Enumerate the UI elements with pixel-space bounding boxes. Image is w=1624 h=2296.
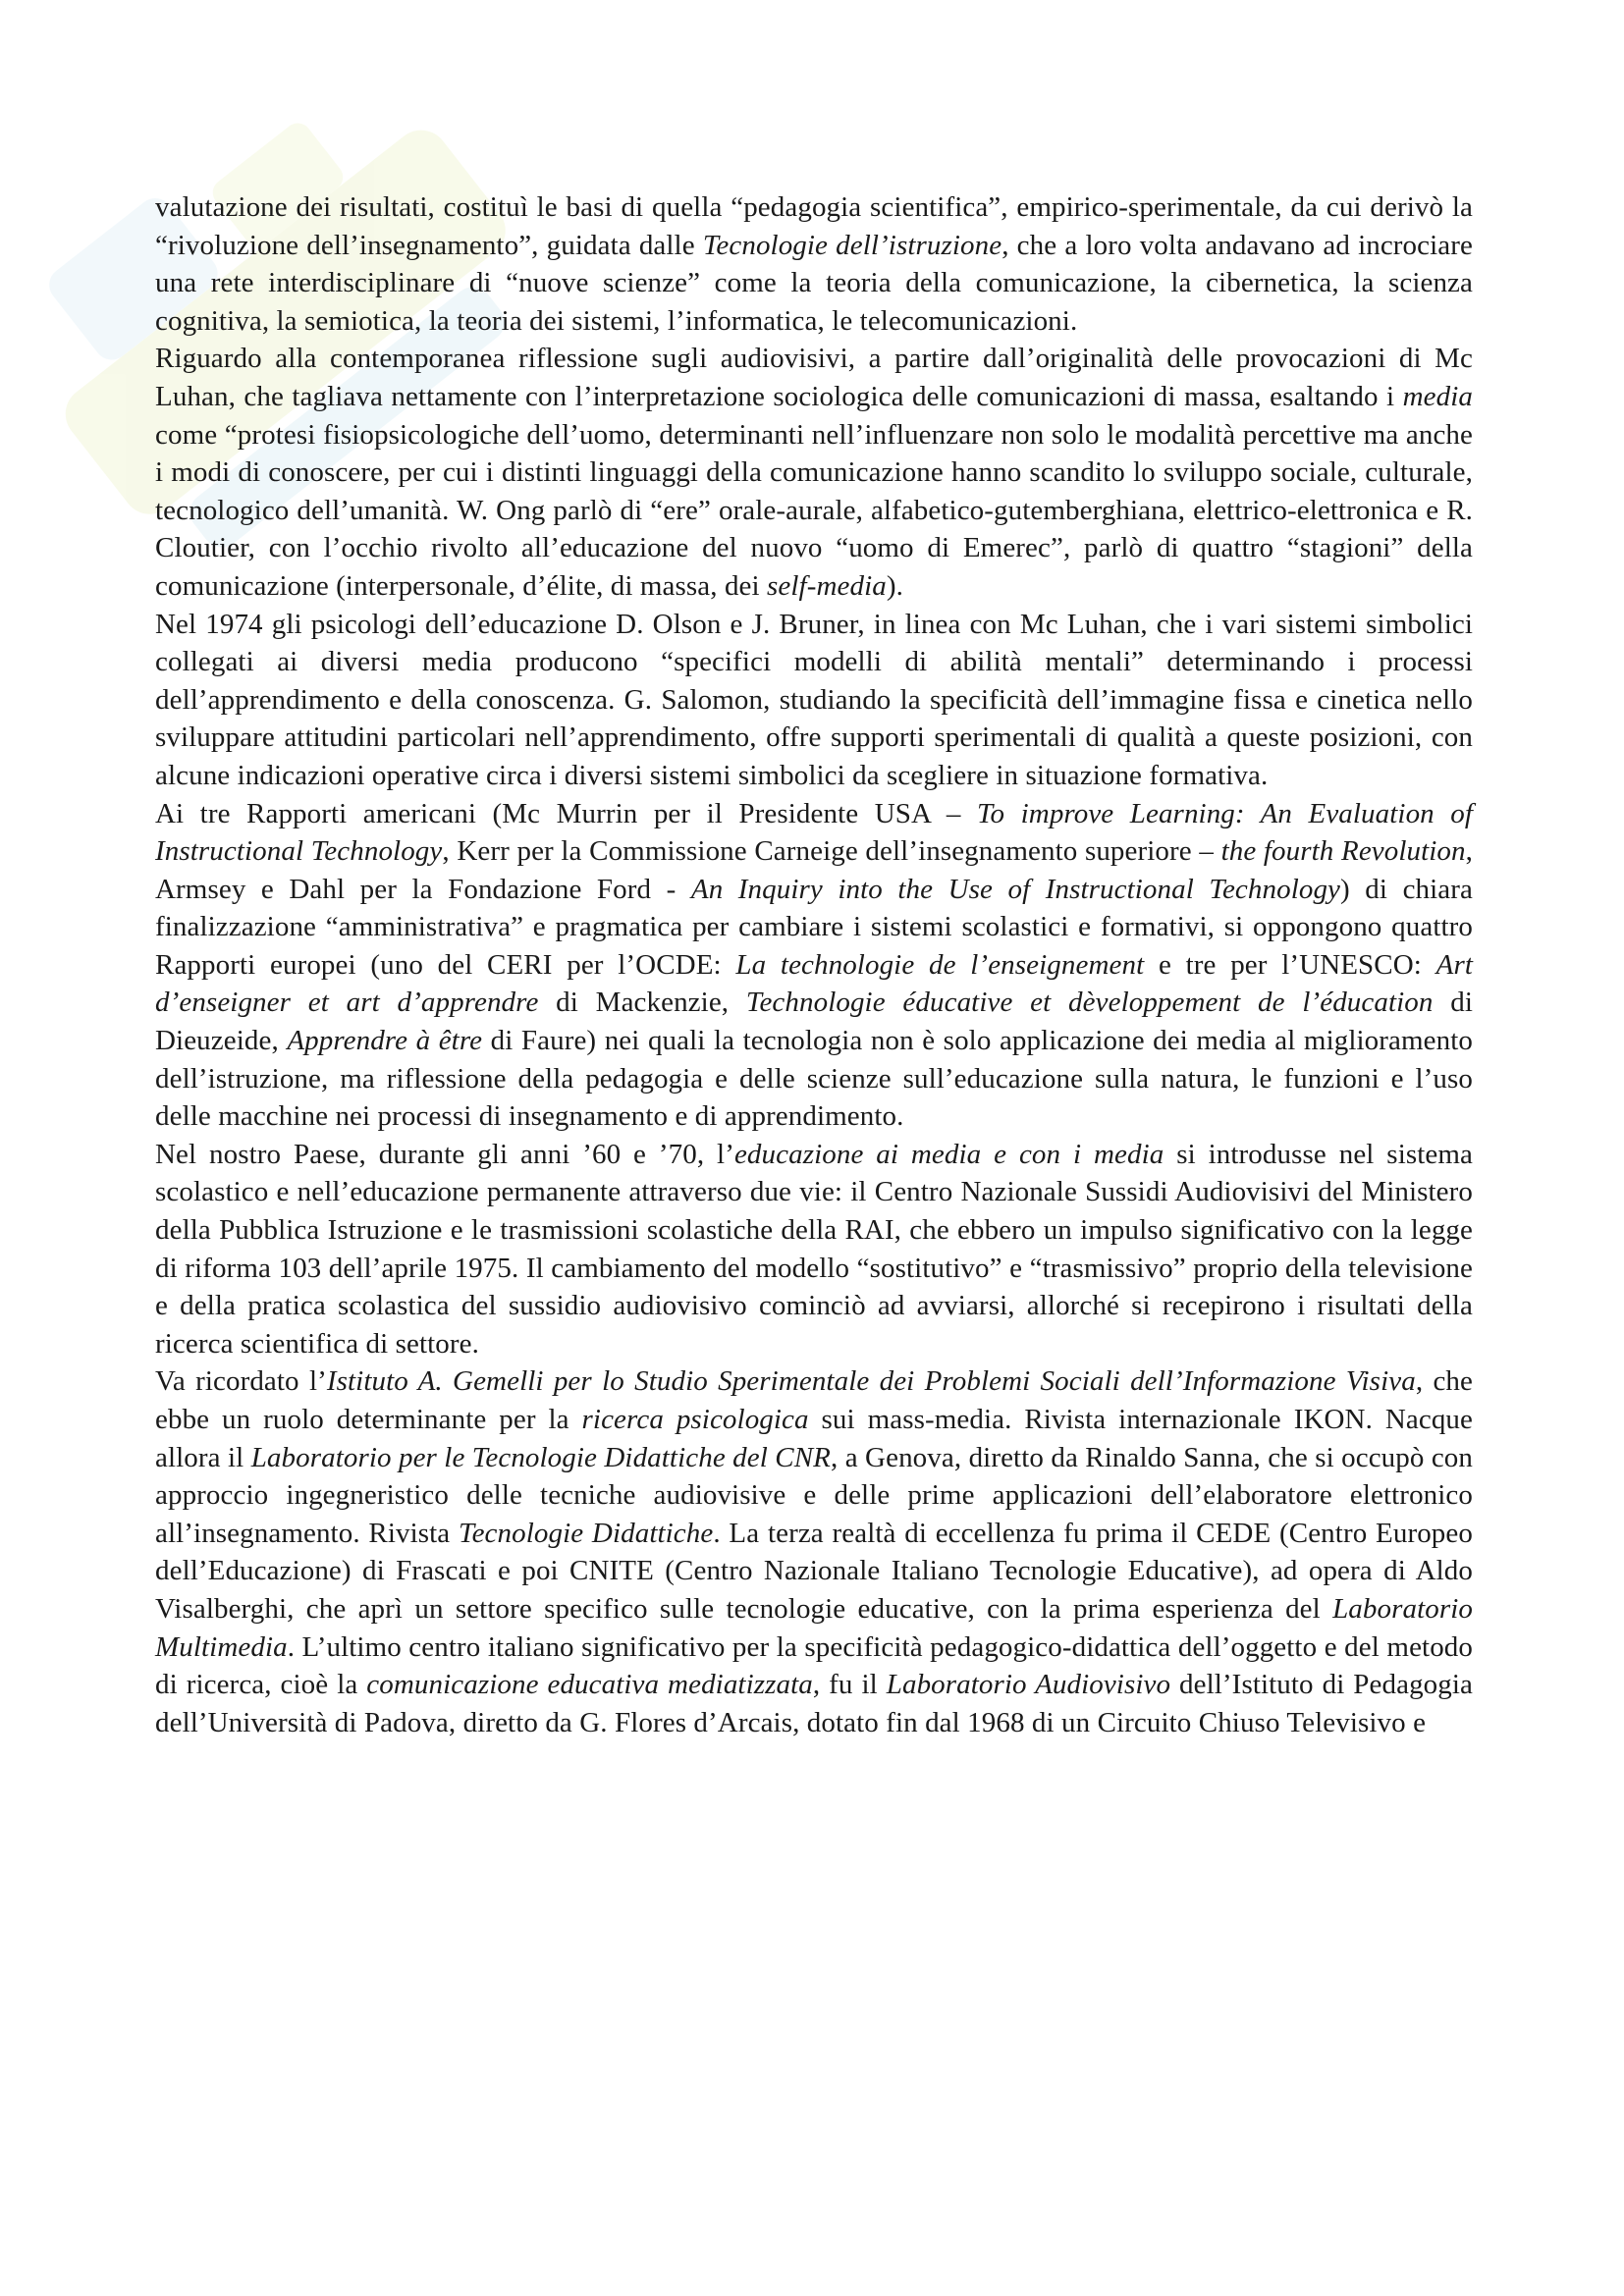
italic-text: Technologie éducative et dèveloppement de l’éducation <box>745 987 1434 1019</box>
text-run: dell’Istituto di Pedagogia dell’Università di Padova, diretto da G. Flores d’Arcais, dotato fin dal 1968 di un Circuito Chiuso Televisivo e <box>155 1669 1473 1738</box>
text-run: Nel nostro Paese, durante gli anni ’60 e ’70, l’ <box>155 1138 734 1170</box>
text-run: , che a loro volta andavano ad incrociare una rete interdisciplinare di “nuove scienze” come la teoria della comunicazione, la cibernetica, la scienza cognitiva, la semiotica, la teoria dei sistemi, l’informatica, le telecomunicazioni. <box>155 229 1473 337</box>
italic-text: An Inquiry into the Use of Instructional Technology <box>690 873 1341 905</box>
text-run: Ai tre Rapporti americani (Mc Murrin per il Presidente USA – <box>155 797 977 829</box>
text-run: ). <box>886 569 903 602</box>
paragraph <box>155 1136 1473 1363</box>
italic-text: comunicazione educativa mediatizzata <box>366 1669 813 1701</box>
italic-text: Tecnologie dell’istruzione <box>702 229 1002 261</box>
italic-text: media <box>1402 380 1473 412</box>
text-run: Nel 1974 gli psicologi dell’educazione D. Olson e J. Bruner, in linea con Mc Luhan, che i vari sistemi simbolici collegati ai diversi media producono “specifici modelli di abilità mentali” determinando i processi dell’apprendimento e della conoscenza. G. Salomon, studiando la specificità dell’immagine fissa e cinetica nello sviluppare attitudini particolari nell’apprendimento, offre supporti sperimentali di qualità a queste posizioni, con alcune indicazioni operative circa i diversi sistemi simbolici da scegliere in situazione formativa. <box>155 608 1473 791</box>
text-run: di Dieuzeide, <box>155 987 1474 1057</box>
text-run: come “protesi fisiopsicologiche dell’uomo, determinanti nell’influenzare non solo le modalità percettive ma anche i modi di conoscere, per cui i distinti linguaggi della comunicazione hanno scandito lo sviluppo sociale, culturale, tecnologico dell’umanità. W. Ong parlò di “ere” orale-aurale, alfabetico-gutemberghiana, elettrico-elettronica e R. Cloutier, con l’occhio rivolto all’educazione del nuovo “uomo di Emerec”, parlò di quattro “stagioni” della comunicazione (interpersonale, d’élite, di massa, dei <box>155 418 1473 602</box>
italic-text: educazione ai media e con i media <box>733 1138 1164 1170</box>
text-run: di Mackenzie, <box>538 987 746 1019</box>
text-run: , a Genova, diretto da Rinaldo Sanna, che si occupò con approccio ingegneristico delle tecniche audiovisive e delle prime applicazioni dell’elaboratore elettronico all’insegnamento. Rivista <box>155 1441 1474 1549</box>
text-run: , che ebbe un ruolo determinante per la <box>155 1365 1473 1435</box>
italic-text: Laboratorio Multimedia <box>155 1592 1473 1663</box>
italic-text: Laboratorio Audiovisivo <box>886 1669 1171 1701</box>
text-run: Riguardo alla contemporanea riflessione sugli audiovisivi, a partire dall’originalità delle provocazioni di Mc Luhan, che tagliava nettamente con l’interpretazione sociologica delle comunicazioni di massa, esaltando i <box>155 343 1473 412</box>
paragraph <box>155 795 1473 1136</box>
text-run: si introdusse nel sistema scolastico e nell’educazione permanente attraverso due vie: il Centro Nazionale Sussidi Audiovisivi del Ministero della Pubblica Istruzione e le trasmissioni scolastiche della RAI, che ebbero un impulso significativo con la legge di riforma 103 dell’aprile 1975. Il cambiamento del modello “sostitutivo” e “trasmissivo” proprio della televisione e della pratica scolastica del sussidio audiovisivo cominciò ad avviarsi, allorché si recepirono i risultati della ricerca scientifica di settore. <box>155 1138 1473 1360</box>
text-run: . La terza realtà di eccellenza fu prima il CEDE (Centro Europeo dell’Educazione) di Frascati e poi CNITE (Centro Nazionale Italiano Tecnologie Educative), ad opera di Aldo Visalberghi, che aprì un settore specifico sulle tecnologie educative, con la prima esperienza del <box>155 1517 1473 1625</box>
text-run: valutazione dei risultati, costituì le basi di quella “pedagogia scientifica”, empirico-sperimentale, da cui derivò la “rivoluzione dell’insegnamento”, guidata dalle <box>155 191 1473 261</box>
italic-text: ricerca psicologica <box>581 1404 809 1435</box>
italic-text: Art d’enseigner et art d’apprendre <box>155 948 1473 1019</box>
paragraph <box>155 188 1473 340</box>
text-run: e tre per l’UNESCO: <box>1144 948 1436 981</box>
italic-text: La technologie de l’enseignement <box>735 948 1145 981</box>
italic-text: Apprendre à être <box>287 1025 483 1057</box>
italic-text: the fourth Revolution <box>1220 835 1466 868</box>
text-run: . L’ultimo centro italiano significativo per la specificità pedagogico-didattica dell’oggetto e del metodo di ricerca, cioè la <box>155 1630 1473 1701</box>
text-run: di Faure) nei quali la tecnologia non è solo applicazione dei media al miglioramento dell’istruzione, ma riflessione della pedagogia e delle scienze sull’educazione sulla natura, le funzioni e l’uso delle macchine nei processi di insegnamento e di apprendimento. <box>155 1025 1473 1133</box>
italic-text: Tecnologie Didattiche <box>459 1517 714 1549</box>
text-run: , Kerr per la Commissione Carneige dell’insegnamento superiore – <box>442 835 1221 868</box>
italic-text: To improve Learning: An Evaluation of Instructional Technology <box>155 797 1473 868</box>
text-run: , fu il <box>812 1669 887 1701</box>
italic-text: Istituto A. Gemelli per lo Studio Sperimentale dei Problemi Sociali dell’Informazione Visiva <box>326 1365 1416 1398</box>
text-run: sui mass-media. Rivista internazionale IKON. Nacque allora il <box>155 1404 1473 1473</box>
document-body <box>155 188 1473 1741</box>
italic-text: Laboratorio per le Tecnologie Didattiche del CNR <box>250 1441 831 1473</box>
paragraph <box>155 606 1473 795</box>
paragraph <box>155 1362 1473 1741</box>
italic-text: self-media <box>767 569 887 602</box>
paragraph <box>155 340 1473 605</box>
text-run: , Armsey e Dahl per la Fondazione Ford - <box>155 835 1473 905</box>
text-run: Va ricordato l’ <box>155 1365 327 1398</box>
text-run: ) di chiara finalizzazione “amministrativa” e pragmatica per cambiare i sistemi scolastici e formativi, si oppongono quattro Rapporti europei (uno del CERI per l’OCDE: <box>155 873 1473 981</box>
